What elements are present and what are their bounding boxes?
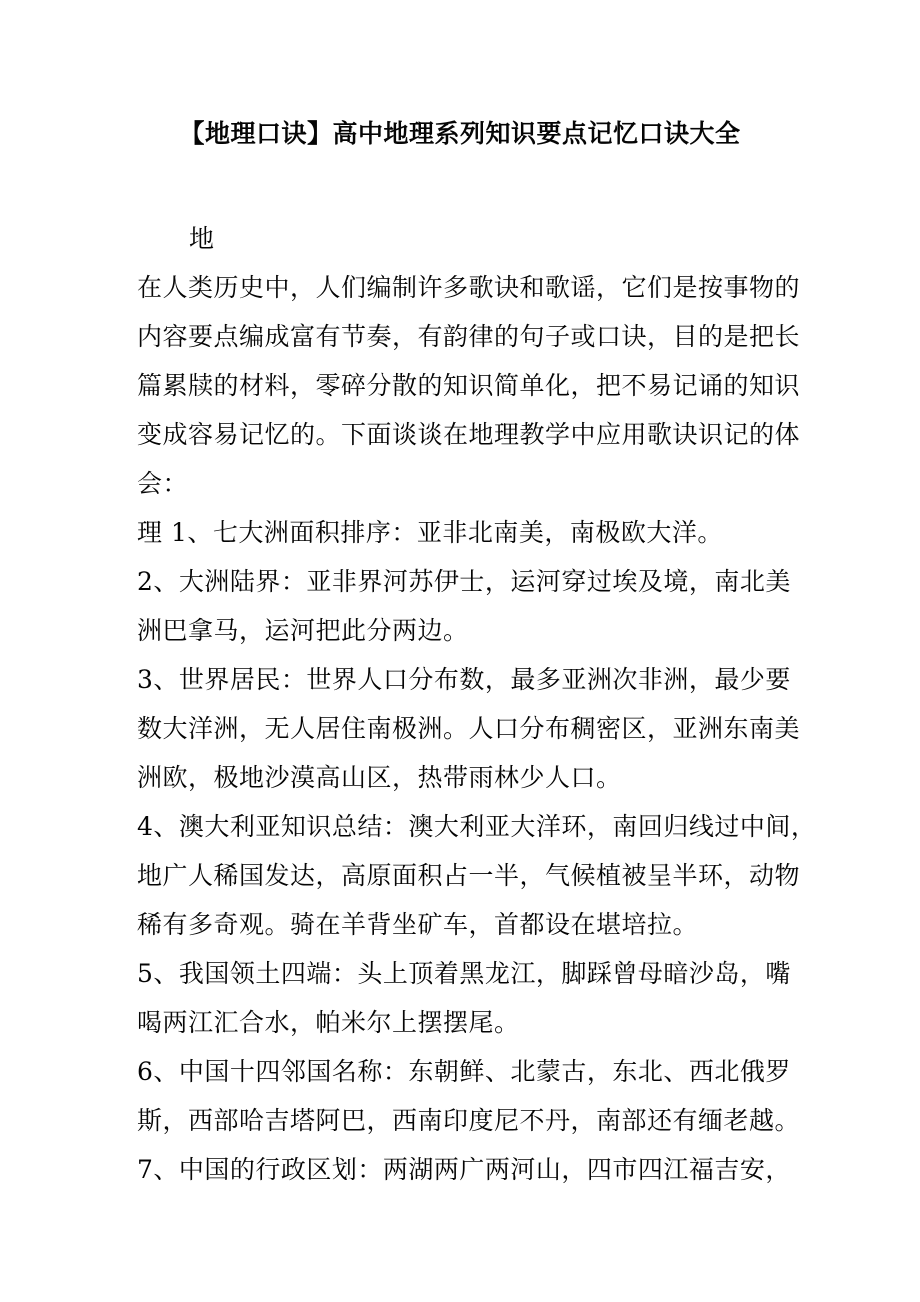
text-line: 洲巴拿马，运河把此分两边。 <box>137 616 469 645</box>
text-line: 6、中国十四邻国名称：东朝鲜、北蒙古，东北、西北俄罗 <box>137 1057 791 1086</box>
paragraph <box>137 214 783 263</box>
text-line: 会： <box>137 469 189 498</box>
text-line: 变成容易记忆的。下面谈谈在地理教学中应用歌诀识记的体 <box>137 420 801 449</box>
paragraph <box>137 949 791 1047</box>
paragraph <box>137 655 801 802</box>
paragraph <box>137 263 801 508</box>
paragraph <box>137 1145 791 1194</box>
text-line: 地 <box>189 224 215 253</box>
text-line: 理 1、七大洲面积排序：亚非北南美，南极欧大洋。 <box>137 518 723 547</box>
text-line: 5、我国领土四端：头上顶着黑龙江，脚踩曾母暗沙岛，嘴 <box>137 959 791 988</box>
text-line: 3、世界居民：世界人口分布数，最多亚洲次非洲，最少要 <box>137 665 791 694</box>
paragraph <box>137 508 783 557</box>
text-line: 数大洋洲，无人居住南极洲。人口分布稠密区，亚洲东南美 <box>137 714 801 743</box>
text-line: 内容要点编成富有节奏，有韵律的句子或口诀，目的是把长 <box>137 322 801 351</box>
text-line: 2、大洲陆界：亚非界河苏伊士，运河穿过埃及境，南北美 <box>137 567 791 596</box>
paragraph <box>137 557 791 655</box>
text-line: 稀有多奇观。骑在羊背坐矿车，首都设在堪培拉。 <box>137 910 699 939</box>
paragraph <box>137 802 817 949</box>
text-line: 4、澳大利亚知识总结：澳大利亚大洋环，南回归线过中间， <box>137 812 817 841</box>
text-line: 洲欧，极地沙漠高山区，热带雨林少人口。 <box>137 763 622 792</box>
text-line: 篇累牍的材料，零碎分散的知识简单化，把不易记诵的知识 <box>137 371 801 400</box>
document-body <box>137 214 817 1194</box>
text-line: 喝两江汇合水，帕米尔上摆摆尾。 <box>137 1008 520 1037</box>
document-title: 【地理口诀】高中地理系列知识要点记忆口诀大全 <box>179 119 741 148</box>
text-line: 斯，西部哈吉塔阿巴，西南印度尼不丹，南部还有缅老越。 <box>137 1106 801 1135</box>
paragraph <box>137 1047 801 1145</box>
text-line: 地广人稀国发达，高原面积占一半，气候植被呈半环，动物 <box>137 861 801 890</box>
text-line: 7、中国的行政区划：两湖两广两河山，四市四江福吉安， <box>137 1155 791 1184</box>
text-line: 在人类历史中，人们编制许多歌诀和歌谣，它们是按事物的 <box>137 273 801 302</box>
